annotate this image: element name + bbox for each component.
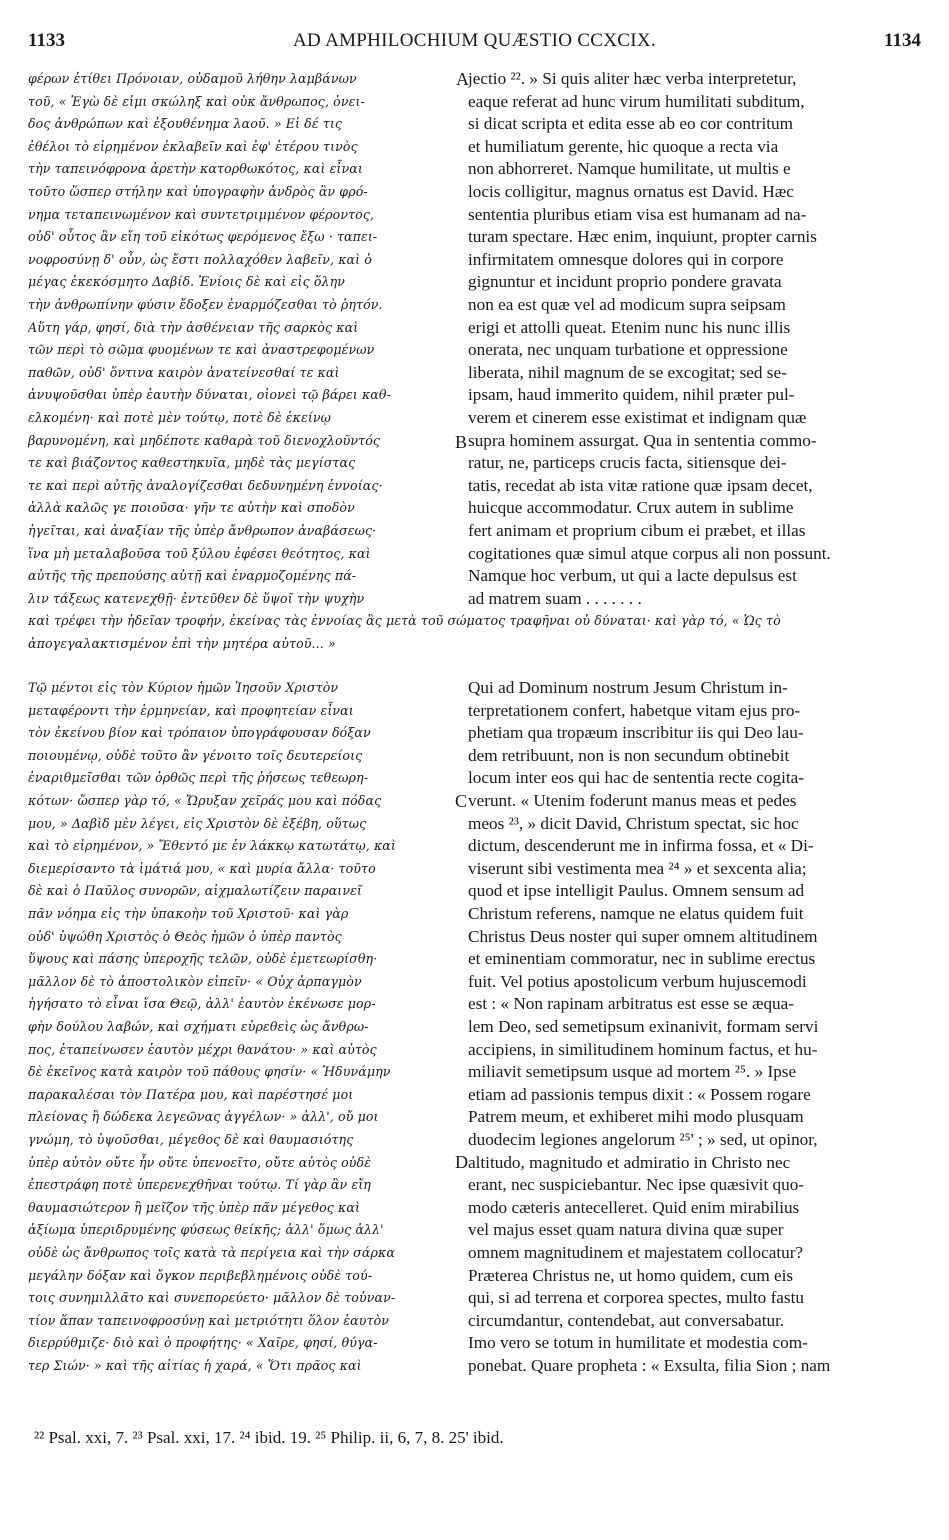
greek-line: Τῷ μέντοι εἰς τὸν Κύριον ἡμῶν Ἰησοῦν Χριστὸν bbox=[28, 680, 339, 695]
margin-letter: D bbox=[455, 1152, 468, 1172]
latin-line: fuit. Vel potius apostolicum verbum hujuscemodi bbox=[468, 971, 807, 991]
latin-line: qui, si ad terrena et corporea spectes, multo fastu bbox=[468, 1288, 804, 1308]
greek-line: γνώμη, τὸ ὑψοῦσθαι, μέγεθος δὲ καὶ θαυμασιότης bbox=[28, 1132, 354, 1147]
latin-line: meos ²³, » dicit David, Christum spectat, sic hoc bbox=[468, 813, 799, 833]
latin-line: sententia pluribus etiam visa est humanam ad na- bbox=[468, 204, 807, 224]
greek-line: τε καὶ περὶ αὐτῆς ἀναλογίζεσθαι δεδυνημένη ἐννοίας· bbox=[28, 477, 383, 493]
latin-line: eaque referat ad hunc virum humilitati subditum, bbox=[468, 91, 805, 111]
greek-line: Αὕτη γάρ, φησί, διὰ τὴν ἀσθένειαν τῆς σαρκὸς καὶ bbox=[28, 319, 359, 335]
greek-line: οὐδ' οὗτος ἂν εἴη τοῦ εἰκότως φερόμενος ἔξω · ταπει- bbox=[28, 229, 378, 245]
greek-line: καὶ τὸ εἰρημένον, » Ἔθεντό με ἐν λάκκῳ κατωτάτῳ, καὶ bbox=[28, 838, 396, 854]
greek-line: διερρύθμιζε· διὸ καὶ ὁ προφήτης· « Χαῖρε, φησί, θύγα- bbox=[28, 1335, 378, 1351]
greek-line: παθῶν, οὐδ' ὅντινα καιρὸν ἀνατείνεσθαί τε καὶ bbox=[28, 364, 340, 380]
latin-line: vel majus esset quam natura divina quæ super bbox=[468, 1220, 784, 1240]
greek-line: πος, ἐταπείνωσεν ἑαυτὸν μέχρι θανάτου· » καὶ αὐτὸς bbox=[28, 1041, 377, 1057]
latin-line: onerata, nec unquam turbatione et oppressione bbox=[468, 340, 788, 360]
greek-line: μεταφέροντι τὴν ἑρμηνείαν, καὶ προφητείαν εἶναι bbox=[28, 702, 354, 718]
greek-line: δὲ ἐκεῖνος κατὰ καιρὸν τοῦ πάθους φησίν· « Ἠδυνάμην bbox=[28, 1064, 391, 1080]
latin-line: Christum referens, namque ne elatus quidem fuit bbox=[468, 904, 804, 923]
greek-line: οὐδὲ ὡς ἄνθρωπος τοῖς κατὰ τὰ περίγεια καὶ τὴν σάρκα bbox=[28, 1245, 395, 1260]
greek-line: βαρυνομένη, καὶ μηδέποτε καθαρὰ τοῦ διενοχλοῦντός bbox=[28, 432, 381, 448]
latin-line: duodecim legiones angelorum ²⁵' ; » sed, ut opinor, bbox=[468, 1130, 818, 1149]
latin-line: verunt. « Utenim foderunt manus meas et pedes bbox=[468, 791, 797, 810]
greek-line: δὲ καὶ ὁ Παῦλος συνορῶν, αἰχμαλωτίζειν παραινεῖ bbox=[28, 883, 363, 899]
latin-line: turam spectare. Hæc enim, inquiunt, propter carnis bbox=[468, 227, 817, 247]
greek-line: δος ἀνθρώπων καὶ ἐξουθένημα λαοῦ. » Εἰ δέ τις bbox=[28, 116, 343, 132]
latin-line: miliavit semetipsum usque ad mortem ²⁵. » Ipse bbox=[468, 1062, 797, 1082]
greek-line: ἀνυψοῦσθαι ὑπὲρ ἑαυτὴν δύναται, οἱονεὶ τῷ βάρει καθ- bbox=[28, 387, 391, 403]
greek-line: ἀλλὰ καλῶς γε ποιοῦσα· γῆν τε αὐτὴν καὶ σποδὸν bbox=[28, 500, 355, 516]
greek-line: λιν τάξεως κατενεχθῇ· ἐντεῦθεν δὲ ὕψοῖ τὴν ψυχὴν bbox=[28, 590, 365, 606]
greek-line: ἀξίωμα ὑπεριδρυμένης φύσεως θείκῆς; ἀλλ' ὅμως ἀλλ' bbox=[28, 1222, 384, 1238]
latin-line: viserunt sibi vestimenta mea ²⁴ » et sexcenta alia; bbox=[468, 858, 807, 878]
latin-line: lem Deo, sed semetipsum exinanivit, formam servi bbox=[468, 1017, 819, 1036]
latin-line: erant, nec suspiciebantur. Nec ipse quæsivit quo- bbox=[468, 1175, 805, 1195]
latin-line: fert animam et proprium cibum ei præbet, et illas bbox=[468, 521, 806, 540]
greek-line: πᾶν νόημα εἰς τὴν ὑπακοὴν τοῦ Χριστοῦ· καὶ γὰρ bbox=[28, 906, 349, 921]
latin-line: Qui ad Dominum nostrum Jesum Christum in- bbox=[468, 678, 788, 697]
greek-line: τοις συνημιλλᾶτο καὶ συνεπορεύετο· μᾶλλον δὲ τοὐναν- bbox=[28, 1290, 396, 1306]
greek-line: ἐναριθμεῖσθαι τῶν ὀρθῶς περὶ τῆς ῥήσεως τεθεωρη- bbox=[28, 770, 369, 786]
greek-line: μεγάλην δόξαν καὶ ὄγκον περιβεβλημένοις οὐδὲ τού- bbox=[28, 1267, 373, 1283]
greek-line: ἐθέλοι τὸ εἰρημένον ἐκλαβεῖν καὶ ἐφ' ἑτέρου τινὸς bbox=[28, 138, 358, 154]
footnotes: ²² Psal. xxi, 7. ²³ Psal. xxi, 17. ²⁴ ibid. 19. ²⁵ Philip. ii, 6, 7, 8. 25' ibid. bbox=[34, 1428, 504, 1447]
latin-line: circumdantur, contendebat, aut conversabatur. bbox=[468, 1310, 785, 1330]
latin-line: locum inter eos qui hac de sententia recte cogita- bbox=[468, 768, 804, 788]
latin-line: quod et ipse intelligit Paulus. Omnem sensum ad bbox=[468, 881, 805, 901]
latin-line: dictum, descenderunt me in infirma fossa, et « Di- bbox=[468, 836, 814, 856]
greek-line: ἐπεστράφη ποτὲ ὑπερενεχθῆναι τούτῳ. Τί γὰρ ἂν εἴη bbox=[28, 1177, 371, 1193]
latin-line: et eminentiam commoratur, nec in sublime erectus bbox=[468, 949, 816, 969]
latin-line: jectio ²². » Si quis aliter hæc verba interpretetur, bbox=[468, 69, 797, 88]
latin-line: si dicat scripta et edita esse ab eo cor contritum bbox=[468, 114, 794, 134]
greek-line: τὴν ταπεινόφρονα ἀρετὴν κατορθωκότος, καὶ εἶναι bbox=[28, 161, 363, 177]
latin-line: verem et cinerem esse existimat et indignam quæ bbox=[468, 408, 807, 427]
latin-line: Præterea Christus ne, ut homo quidem, cum eis bbox=[468, 1265, 794, 1285]
greek-line: καὶ τρέφει τὴν ἠδεῖαν τροφήν, ἐκείνας τὰς ἐννοίας ἃς μετὰ τοῦ σώματος τραφῆναι οὐ δύναται· καὶ γὰρ τό, « Ὡς τὸ bbox=[28, 613, 781, 629]
greek-line: ὑπὲρ αὐτὸν οὔτε ἦν οὔτε ὑπενοεῖτο, οὔτε αὐτὸς οὐδὲ bbox=[28, 1154, 372, 1170]
margin-letter: C bbox=[455, 791, 468, 811]
greek-line: ποιουμένῳ, οὐδὲ τοῦτο ἂν γένοιτο τοῖς δευτερείοις bbox=[28, 747, 363, 763]
greek-line: τίον ἅπαν ταπεινοφροσύνῃ καὶ μετριότητι ὅλον ἑαυτὸν bbox=[28, 1312, 390, 1328]
greek-line: ελκομένη· καὶ ποτὲ μὲν τούτῳ, ποτὲ δὲ ἐκείνῳ bbox=[28, 410, 332, 425]
latin-line: Patrem meum, et exhiberet mihi modo plusquam bbox=[468, 1107, 804, 1127]
greek-line: τοῦ, « Ἐγὼ δὲ εἰμι σκώληξ καὶ οὐκ ἄνθρωπος, ὀνει- bbox=[28, 93, 365, 109]
greek-line: μου, » Δαβὶδ μὲν λέγει, εἰς Χριστὸν δὲ ἐξέβη, οὕτως bbox=[28, 815, 367, 831]
margin-letter: B bbox=[455, 432, 468, 452]
latin-line: erigi et attolli queat. Etenim nunc his nunc illis bbox=[468, 317, 791, 337]
latin-line: infirmitatem omnesque dolores qui in corpore bbox=[468, 249, 784, 269]
greek-line: μέγας ἐκεκόσμητο Δαβίδ. Ἐνίοις δὲ καὶ εἰς ὅλην bbox=[28, 274, 346, 290]
greek-line: οὐδ' ὑψώθη Χριστὸς ὁ Θεὸς ἡμῶν ὁ ὑπὲρ παντὸς bbox=[28, 928, 342, 944]
greek-line: νημα τεταπεινωμένον καὶ συντετριμμένον φέροντος, bbox=[28, 206, 375, 222]
greek-line: παρακαλέσαι τὸν Πατέρα μου, καὶ παρέστησέ μοι bbox=[28, 1086, 354, 1102]
greek-line: ὕψους καὶ πάσης ὑπεροχῆς τελῶν, οὐδὲ ἐμετεωρίσθη· bbox=[28, 951, 378, 967]
latin-line: est : « Non rapinam arbitratus est esse se æqua- bbox=[468, 994, 795, 1014]
latin-line: Imo vero se totum in humilitate et modestia com- bbox=[468, 1333, 808, 1353]
greek-line: ἡγεῖται, καὶ ἀναξίαν τῆς ὑπὲρ ἄνθρωπον ἀναβάσεως· bbox=[28, 523, 377, 538]
latin-line: ratur, ne, particeps crucis facta, sitiensque dei- bbox=[468, 453, 787, 473]
running-header bbox=[28, 30, 921, 64]
latin-line: etiam ad passionis tempus dixit : « Possem rogare bbox=[468, 1084, 811, 1104]
greek-line: πλείονας ἢ δώδεκα λεγεῶνας ἀγγέλων· » ἀλλ', οὔ μοι bbox=[28, 1109, 379, 1125]
latin-line: accipiens, in similitudinem hominum factus, et hu- bbox=[468, 1039, 818, 1059]
latin-line: tatis, recedat ab ista vitæ ratione quæ ipsam decet, bbox=[468, 475, 813, 495]
latin-line: phetiam qua tropæum inscribitur iis qui Deo lau- bbox=[468, 723, 804, 743]
latin-line: terpretationem confert, habetque vitam ejus pro- bbox=[468, 700, 801, 720]
latin-line: non ea est quæ vel ad modicum supra seipsam bbox=[468, 295, 786, 314]
running-title: AD AMPHILOCHIUM QUÆSTIO CCXCIX. bbox=[293, 30, 656, 51]
greek-line: φέρων ἐτίθει Πρόνοιαν, οὐδαμοῦ λήθην λαμβάνων bbox=[28, 71, 357, 86]
latin-line: modo cæteris antecelleret. Quid enim mirabilius bbox=[468, 1197, 800, 1217]
greek-line: φὴν δούλου λαβών, καὶ σχήματι εὑρεθεὶς ὡς ἄνθρω- bbox=[28, 1019, 369, 1034]
page-number-left: 1133 bbox=[28, 30, 65, 51]
latin-line: omnem magnitudinem et majestatem collocatur? bbox=[468, 1243, 804, 1262]
latin-line: Christus Deus noster qui super omnem altitudinem bbox=[468, 926, 818, 946]
margin-letter: A bbox=[456, 69, 469, 89]
greek-line: τερ Σιών· » καὶ τῆς αἰτίας ἡ χαρά, « Ὅτι πρᾶος καὶ bbox=[28, 1358, 362, 1373]
greek-line: τὴν ἀνθρωπίνην φύσιν ἔδοξεν ἐναρμόζεσθαι τὸ ῥητόν. bbox=[28, 297, 383, 312]
greek-line: τοῦτο ὥσπερ στήλην καὶ ὑπογραφὴν ἀνδρὸς ἂν φρό- bbox=[28, 184, 368, 199]
greek-line: διεμερίσαντο τὰ ἱμάτιά μου, « καὶ μυρία ἄλλα· τοῦτο bbox=[28, 860, 376, 876]
latin-line: gignuntur et incidunt proprio pondere gravata bbox=[468, 272, 782, 292]
greek-line: κότων· ὥσπερ γὰρ τό, « Ὤρυξαν χεῖράς μου καὶ πόδας bbox=[28, 793, 382, 808]
greek-line: ἡγήσατο τὸ εἶναι ἴσα Θεῷ, ἀλλ' ἑαυτὸν ἐκένωσε μορ- bbox=[28, 996, 376, 1012]
latin-line: cogitationes quæ simul atque corpus ali non possunt. bbox=[468, 543, 831, 563]
latin-line: supra hominem assurgat. Qua in sententia commo- bbox=[468, 430, 817, 450]
greek-line: μᾶλλον δὲ τὸ ἀποστολικὸν εἰπεῖν· « Οὐχ ἁρπαγμὸν bbox=[28, 973, 362, 989]
latin-line: locis colligitur, magnus ornatus est David. Hæc bbox=[468, 182, 794, 201]
greek-line: αὐτῆς τῆς πρεπούσης αὐτῇ καὶ ἐναρμοζομένης πά- bbox=[28, 568, 357, 584]
greek-line: ἀπογεγαλακτισμένον ἐπὶ τὴν μητέρα αὐτοῦ... » bbox=[28, 636, 336, 651]
latin-line: ponebat. Quare propheta : « Exsulta, filia Sion ; nam bbox=[468, 1356, 831, 1375]
latin-line: dem retribuunt, non is non secundum obtinebit bbox=[468, 745, 790, 765]
latin-line: ad matrem suam . . . . . . . bbox=[468, 588, 642, 608]
greek-line: τῶν περὶ τὸ σῶμα φυομένων τε καὶ ἀναστρεφομένων bbox=[28, 342, 375, 358]
latin-line: non abhorreret. Namque humilitate, ut multis e bbox=[468, 159, 791, 179]
greek-line: τε καὶ βιάζοντος καθεστηκυῖα, μηδὲ τὰς μεγίστας bbox=[28, 455, 356, 471]
latin-line: ipsam, haud immerito quidem, nihil præter pul- bbox=[468, 385, 795, 405]
latin-line: liberata, nihil magnum de se excogitat; sed se- bbox=[468, 362, 787, 382]
latin-line: altitudo, magnitudo et admiratio in Christo nec bbox=[468, 1152, 791, 1172]
latin-line: Namque hoc verbum, ut qui a lacte depulsus est bbox=[468, 566, 797, 586]
greek-line: ἵνα μὴ μεταλαβοῦσα τοῦ ξύλου ἐφέσει θεότητος, καὶ bbox=[28, 545, 371, 561]
greek-line: νοφροσύνῃ δ' οὖν, ὡς ἔστι πολλαχόθεν λαβεῖν, καὶ ὁ bbox=[28, 251, 372, 267]
page-number-right: 1134 bbox=[884, 30, 921, 51]
greek-line: τὸν ἐκείνου βίον καὶ τρόπαιον ὑπογράφουσαν δόξαν bbox=[28, 725, 371, 741]
latin-line: et humiliatum gerente, hic quoque a recta via bbox=[468, 136, 779, 156]
greek-line: θαυμασιώτερον ἢ μεῖζον τῆς ὑπὲρ πᾶν μέγεθος καὶ bbox=[28, 1199, 361, 1215]
latin-line: huicque accommodatur. Crux autem in sublime bbox=[468, 498, 794, 518]
